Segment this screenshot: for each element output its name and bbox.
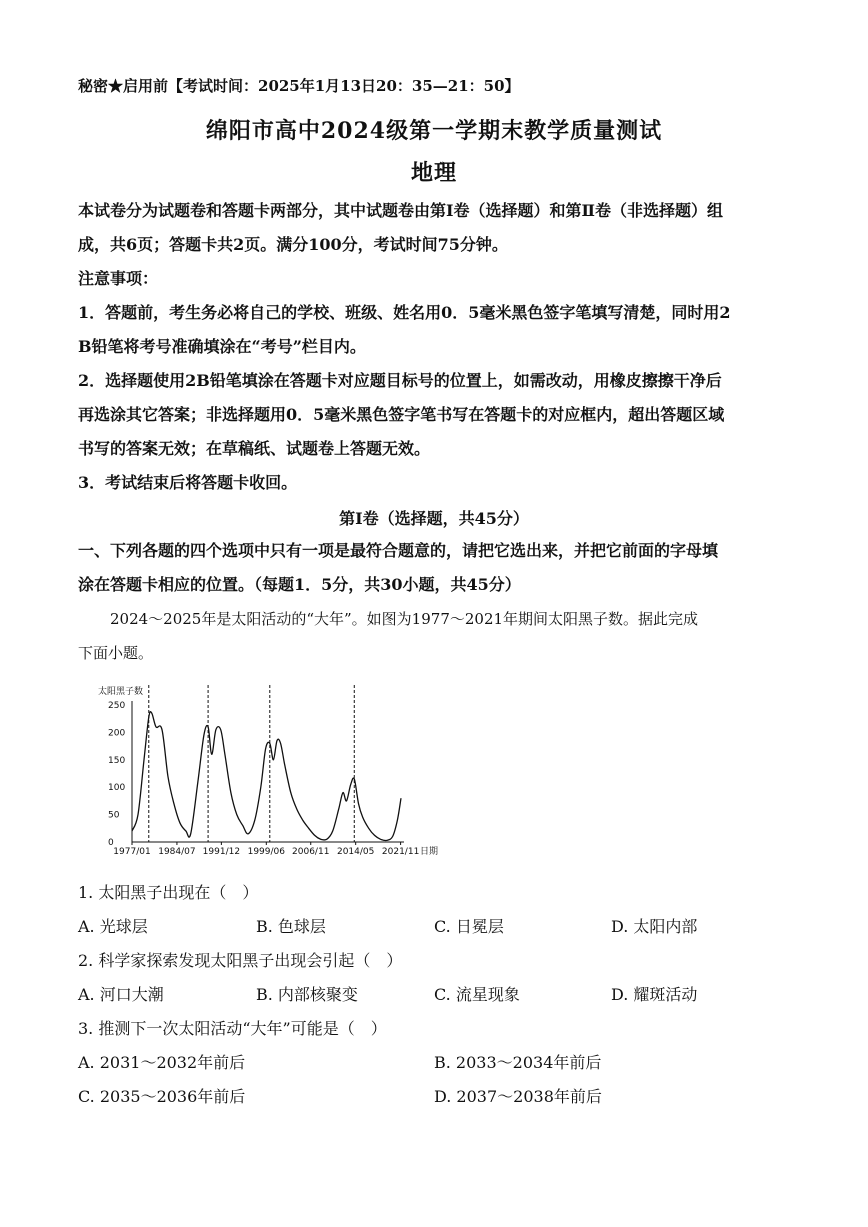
x-tick-labels <box>113 842 419 857</box>
intro-line-2: 成，共6页；答题卡共2页。满分100分，考试时间75分钟。 <box>78 235 508 254</box>
stem-line-2: 下面小题。 <box>78 644 154 662</box>
y-tick-label: 250 <box>108 701 126 711</box>
x-tick-label: 2021/11 <box>381 847 420 857</box>
sunspot-series-line <box>132 712 401 841</box>
question-1-stem: 1. 太阳黑子出现在（ ） <box>78 883 259 902</box>
y-tick-label: 0 <box>108 838 114 848</box>
exam-title: 绵阳市高中2024级第一学期末教学质量测试 <box>205 118 663 144</box>
q2-option-a[interactable]: A. 河口大潮 <box>78 985 164 1004</box>
stem-line-1: 2024～2025年是太阳活动的“大年”。如图为1977～2021年期间太阳黑子数。据此完成 <box>110 610 699 628</box>
sunspot-chart <box>92 678 442 863</box>
y-tick-label: 50 <box>108 810 120 821</box>
x-tick-label: 2006/11 <box>292 847 330 857</box>
x-tick-label: 1984/07 <box>158 847 196 857</box>
q2-option-d[interactable]: D. 耀斑活动 <box>611 985 698 1004</box>
intro-line-1: 本试卷分为试题卷和答题卡两部分，其中试题卷由第Ⅰ卷（选择题）和第Ⅱ卷（非选择题）组 <box>78 201 723 220</box>
notice-2b: 再选涂其它答案；非选择题用0．5毫米黑色签字笔书写在答题卡的对应框内，超出答题区域 <box>78 405 725 424</box>
section-instruction-2: 涂在答题卡相应的位置。（每题1．5分，共30小题，共45分） <box>78 575 521 594</box>
q3-option-d[interactable]: D. 2037～2038年前后 <box>434 1087 602 1106</box>
notice-1b: B铅笔将考号准确填涂在“考号”栏目内。 <box>78 337 366 356</box>
section-title: 第Ⅰ卷（选择题，共45分） <box>339 509 529 528</box>
q1-option-c[interactable]: C. 日冕层 <box>434 917 504 936</box>
x-axis-label: 日期 <box>420 847 439 857</box>
x-tick-label: 2014/05 <box>336 847 375 857</box>
q3-option-b[interactable]: B. 2033～2034年前后 <box>434 1053 602 1072</box>
q1-option-a[interactable]: A. 光球层 <box>78 917 148 936</box>
x-tick-label: 1999/06 <box>247 847 285 857</box>
notice-2c: 书写的答案无效；在草稿纸、试题卷上答题无效。 <box>78 439 431 458</box>
question-2-stem: 2. 科学家探索发现太阳黑子出现会引起（ ） <box>78 951 403 970</box>
q1-option-d[interactable]: D. 太阳内部 <box>611 917 698 936</box>
x-tick-label: 1991/12 <box>202 847 241 857</box>
question-3-stem: 3. 推测下一次太阳活动“大年”可能是（ ） <box>78 1019 387 1038</box>
q3-option-c[interactable]: C. 2035～2036年前后 <box>78 1087 246 1106</box>
section-instruction-1: 一、下列各题的四个选项中只有一项是最符合题意的，请把它选出来，并把它前面的字母填 <box>78 541 719 560</box>
notice-1a: 1．答题前，考生务必将自己的学校、班级、姓名用0．5毫米黑色签字笔填写清楚，同时用2 <box>78 303 731 322</box>
notice-3: 3．考试结束后将答题卡收回。 <box>78 473 298 492</box>
q3-option-a[interactable]: A. 2031～2032年前后 <box>78 1053 246 1072</box>
q2-option-c[interactable]: C. 流星现象 <box>434 985 520 1004</box>
chart-axes <box>132 701 404 842</box>
y-axis-label: 太阳黑子数 <box>98 687 144 697</box>
confidential-header: 秘密★启用前【考试时间：2025年1月13日20：35—21：50】 <box>78 77 520 95</box>
notice-2a: 2．选择题使用2B铅笔填涂在答题卡对应题目标号的位置上，如需改动，用橡皮擦擦干净后 <box>78 371 722 390</box>
subject-title: 地理 <box>410 160 457 186</box>
y-tick-labels <box>108 701 125 848</box>
q2-option-b[interactable]: B. 内部核聚变 <box>256 985 358 1004</box>
q1-option-b[interactable]: B. 色球层 <box>256 917 326 936</box>
y-tick-label: 100 <box>108 783 126 794</box>
y-tick-label: 150 <box>108 755 126 766</box>
y-tick-label: 200 <box>108 728 126 739</box>
x-tick-label: 1977/01 <box>113 847 151 857</box>
cycle-markers <box>149 685 354 842</box>
notice-heading: 注意事项： <box>78 269 159 288</box>
